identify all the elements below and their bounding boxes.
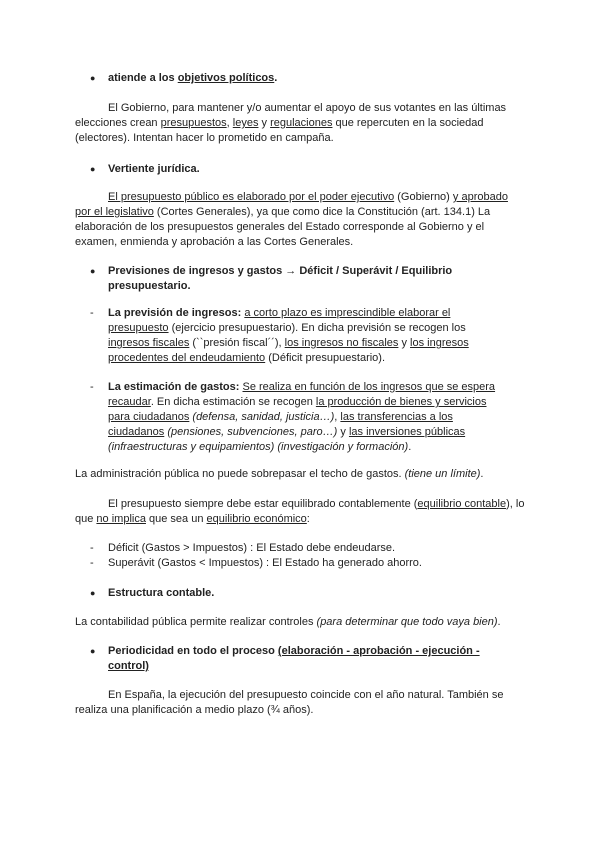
dash-deficit: - Déficit (Gastos > Impuestos) : El Estado debe endeudarse. [90, 542, 396, 554]
paragraph-presupuesto-publico: El presupuesto público es elaborado por el poder ejecutivo (Gobierno) y aprobado por el legislativo (Cortes Generales), ya que como dice la Constitución (art. 134.1) La elaboración de los presupuestos generales del Estado corresponde al Gobierno y el examen, enmienda y aprobación a las Cortes Generales. [75, 191, 508, 248]
dash-superavit: - Superávit (Gastos < Impuestos) : El Estado ha generado ahorro. [90, 557, 422, 569]
bullet-periodicidad: ● Periodicidad en todo el proceso (elaboración - aprobación - ejecución - control) [90, 645, 480, 672]
dash-marker: - [90, 542, 94, 554]
paragraph-gobierno: El Gobierno, para mantener y/o aumentar el apoyo de sus votantes en las últimas elecciones crean presupuestos, leyes y regulaciones que repercuten en la sociedad (electores). Intentan hacer lo prometido en campaña. [75, 102, 507, 144]
dash-estimacion-gastos: - La estimación de gastos: Se realiza en función de los ingresos que se espera recaudar. En dicha estimación se recogen la producción de bienes y servicios para ciudadanos (defensa, sanidad, justicia…), las transferencias a los ciudadanos (pensiones, subvenciones, paro…) y las inversiones públicas (infraestructuras y equipamientos) (investigación y formación). [90, 381, 496, 453]
bullet-vertiente-juridica: ● Vertiente jurídica. [90, 163, 200, 175]
bullet-estructura-contable: ● Estructura contable. [90, 587, 215, 599]
bullet-marker: ● [90, 266, 96, 276]
dash-marker: - [90, 381, 94, 393]
bullet-marker: ● [90, 73, 96, 83]
paragraph-espana: En España, la ejecución del presupuesto coincide con el año natural. También se realiza una planificación a medio plazo (¾ años). [75, 689, 504, 716]
bullet-objetivos-politicos: ● atiende a los objetivos políticos. [90, 72, 278, 84]
dash-prevision-ingresos: - La previsión de ingresos: a corto plazo es imprescindible elaborar el presupuesto (ejercicio presupuestario). En dicha previsión se recogen los ingresos fiscales (``presión fiscal´´), los ingresos no fiscales y los ingresos procedentes del endeudamiento (Déficit presupuestario). [90, 307, 469, 364]
paragraph-techo-gastos: La administración pública no puede sobrepasar el techo de gastos. (tiene un límite). [75, 468, 484, 480]
bullet-previsiones: ● Previsiones de ingresos y gastos → Déficit / Superávit / Equilibrio presupuestario. [90, 265, 453, 292]
bullet-marker: ● [90, 164, 96, 174]
bullet-marker: ● [90, 646, 96, 656]
paragraph-contabilidad: La contabilidad pública permite realizar controles (para determinar que todo vaya bien). [75, 616, 501, 628]
dash-marker: - [90, 557, 94, 569]
bullet-marker: ● [90, 588, 96, 598]
dash-marker: - [90, 307, 94, 319]
paragraph-equilibrio: El presupuesto siempre debe estar equilibrado contablemente (equilibrio contable), lo que no implica que sea un equilibrio económico: [75, 498, 525, 525]
